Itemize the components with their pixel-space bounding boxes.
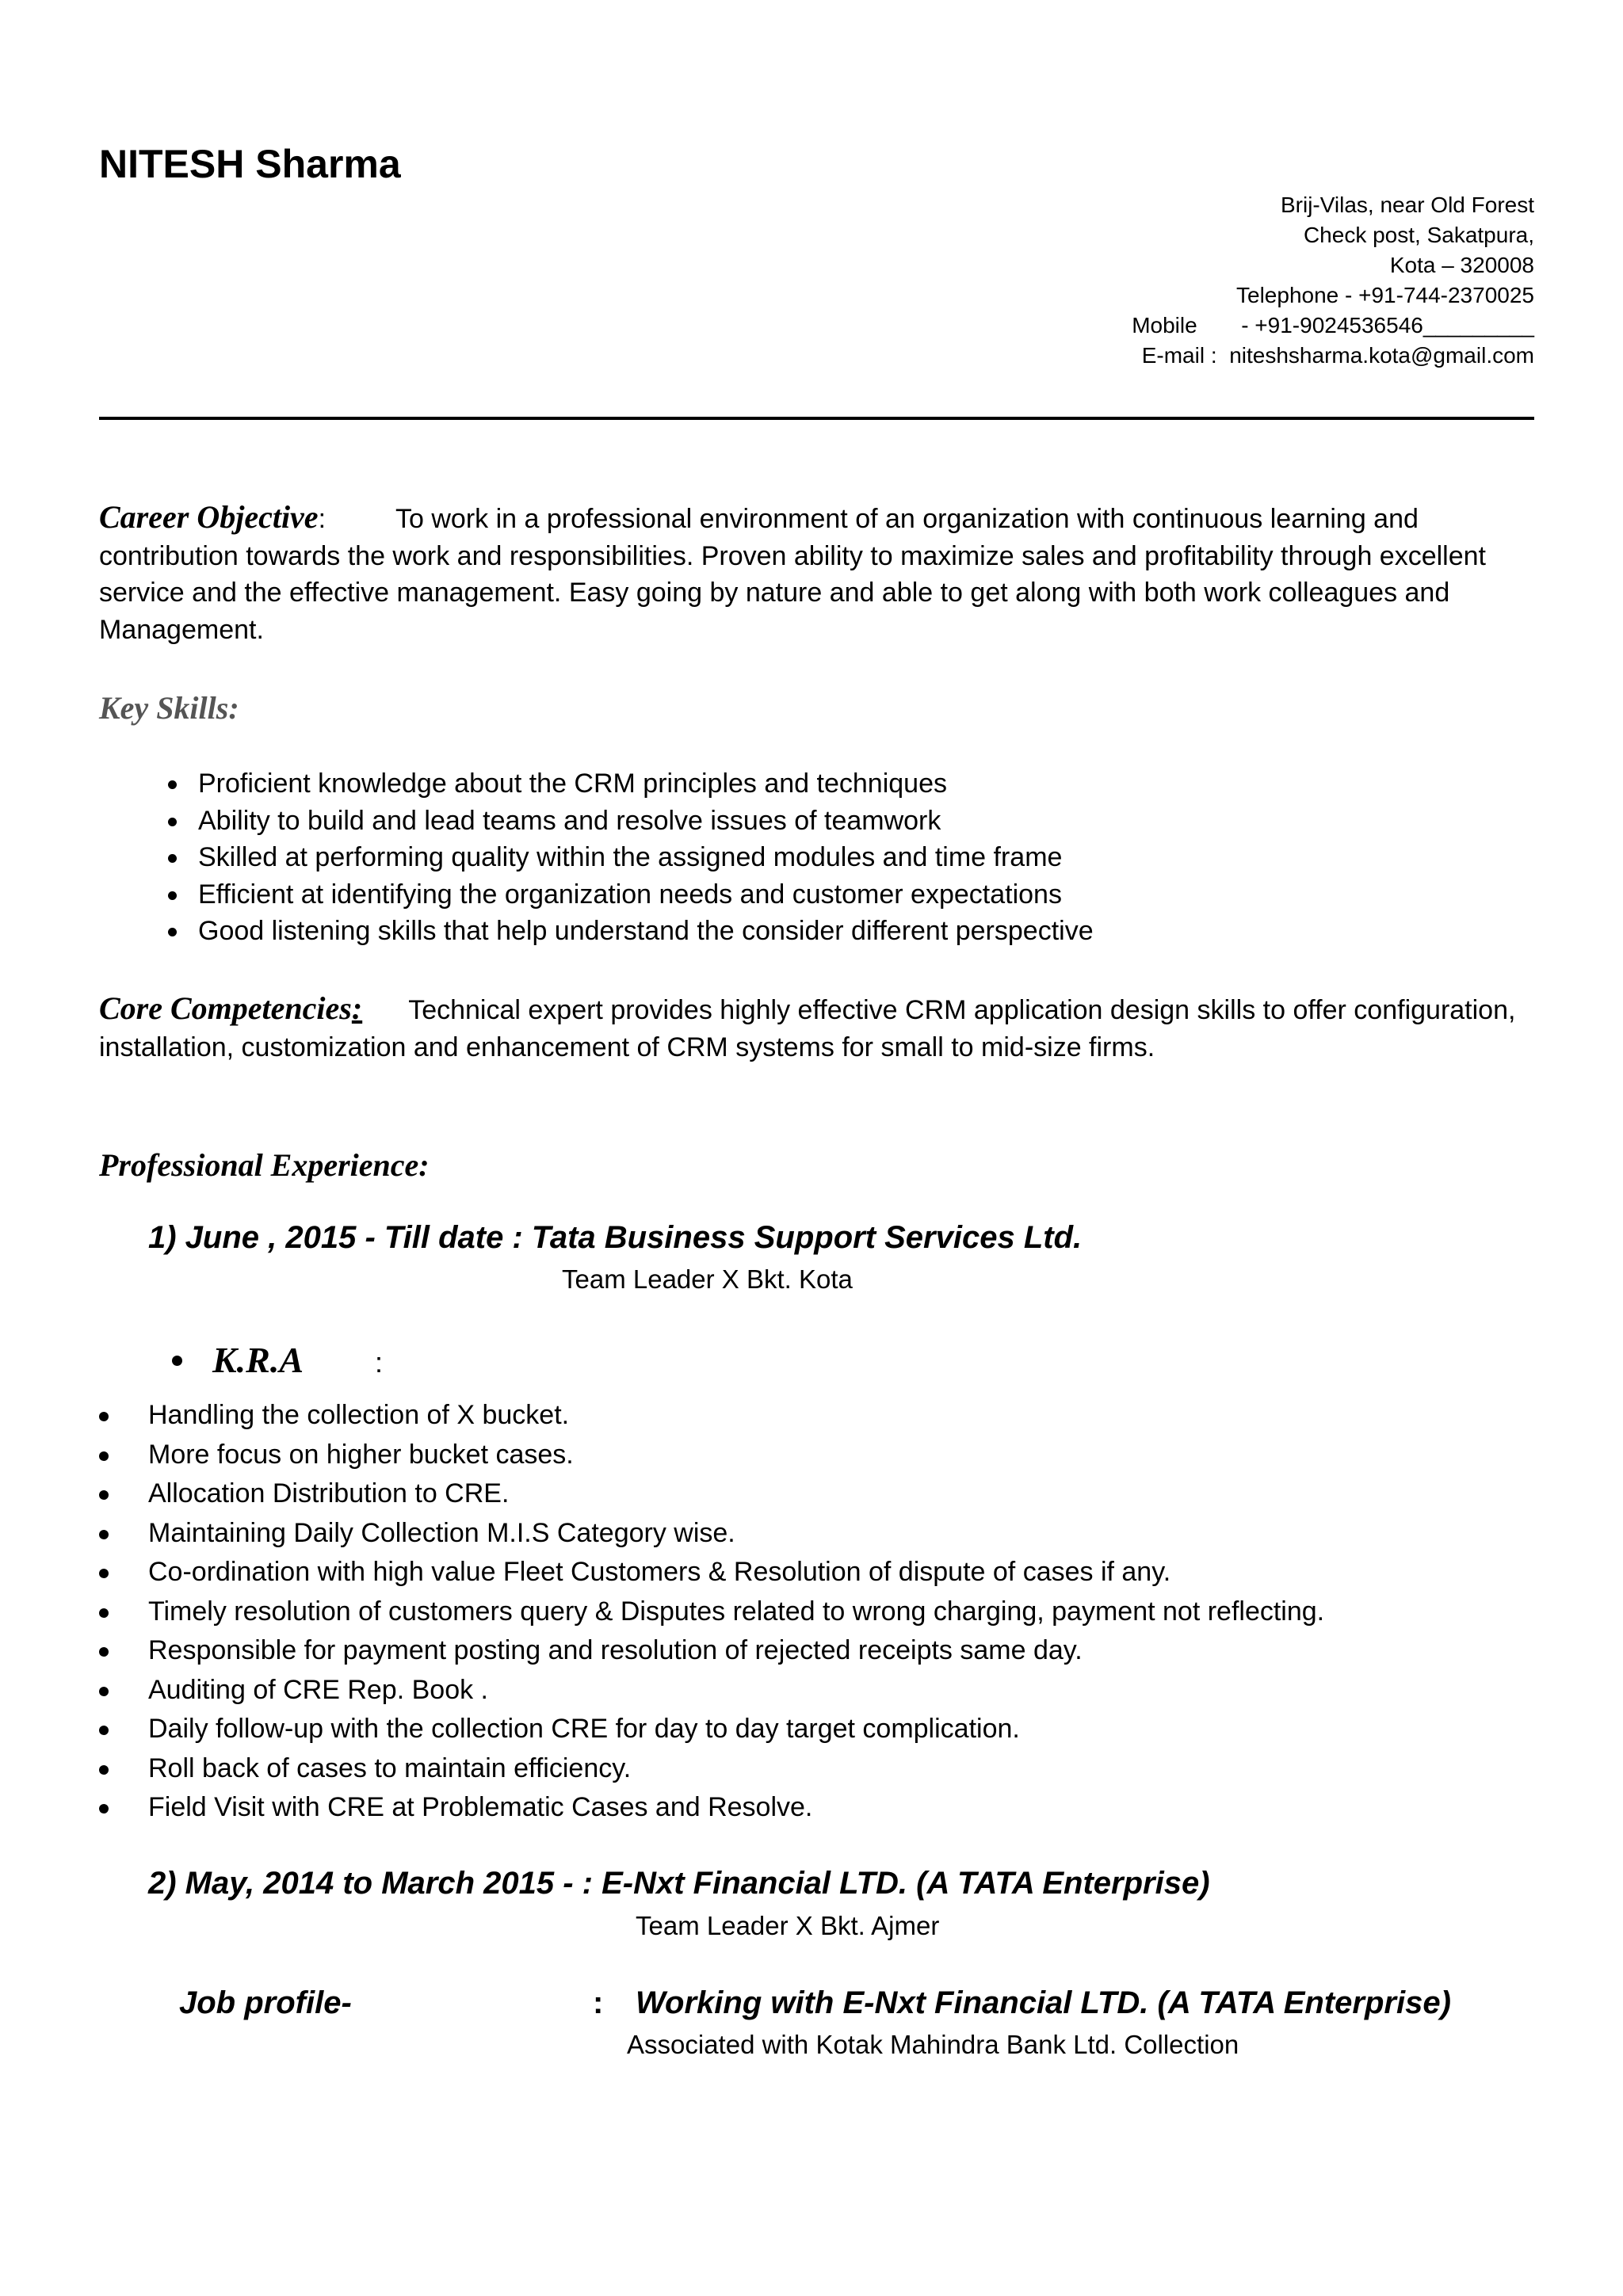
career-objective-colon: :	[318, 504, 327, 534]
career-objective-heading: Career Objective	[99, 499, 319, 535]
list-item: Timely resolution of customers query & Disputes related to wrong charging, payment not reflecting.	[99, 1592, 1324, 1632]
list-item: Daily follow-up with the collection CRE for day to day target complication.	[99, 1710, 1324, 1749]
email-label: E-mail :	[1141, 343, 1217, 368]
kra-heading	[172, 1339, 383, 1381]
list-item: Efficient at identifying the organization needs and customer expectations	[99, 876, 1094, 913]
header-divider	[99, 417, 1534, 420]
contact-block	[1132, 190, 1534, 371]
mobile-line	[1132, 311, 1534, 341]
core-competencies-heading: Core Competencies	[99, 990, 352, 1026]
list-item: Roll back of cases to maintain efficiency.	[99, 1749, 1324, 1789]
list-item: More focus on higher bucket cases.	[99, 1436, 1324, 1475]
telephone-line: Telephone - +91-744-2370025	[1236, 283, 1534, 307]
job-2-role: Team Leader X Bkt. Ajmer	[636, 1911, 940, 1940]
candidate-name: NITESH Sharma	[99, 142, 401, 186]
mobile-label: Mobile	[1132, 313, 1197, 338]
core-competencies-section	[99, 990, 1534, 1066]
list-item: Ability to build and lead teams and resolve issues of teamwork	[99, 803, 1094, 840]
list-item: Maintaining Daily Collection M.I.S Category wise.	[99, 1514, 1324, 1554]
email-line	[1132, 341, 1534, 371]
kra-list	[99, 1396, 1324, 1828]
job-profile-label: Job profile-	[179, 1985, 352, 2020]
list-item: Proficient knowledge about the CRM principles and techniques	[99, 765, 1094, 803]
core-competencies-text: Technical expert provides highly effective CRM application design skills to offer configuration, installation, customization and enhancement of CRM systems for small to mid-size firms.	[99, 995, 1516, 1062]
address-line-2: Check post, Sakatpura,	[1303, 223, 1534, 247]
job-1-title: 1) June , 2015 - Till date : Tata Business Support Services Ltd.	[148, 1220, 1083, 1255]
core-competencies-colon: :	[351, 990, 363, 1026]
job-profile-colon: :	[593, 1985, 604, 2020]
list-item: Handling the collection of X bucket.	[99, 1396, 1324, 1436]
career-objective-section	[99, 499, 1534, 648]
list-item: Co-ordination with high value Fleet Customers & Resolution of dispute of cases if any.	[99, 1553, 1324, 1592]
kra-colon: :	[375, 1346, 384, 1379]
job-profile-value: Working with E-Nxt Financial LTD. (A TATA Enterprise)	[636, 1985, 1451, 2020]
list-item: Field Visit with CRE at Problematic Cases and Resolve.	[99, 1788, 1324, 1828]
address-line-1: Brij-Vilas, near Old Forest	[1280, 193, 1534, 217]
list-item: Skilled at performing quality within the assigned modules and time frame	[99, 839, 1094, 876]
address-line-3: Kota – 320008	[1389, 253, 1534, 277]
job-1-role: Team Leader X Bkt. Kota	[562, 1264, 853, 1294]
list-item: Allocation Distribution to CRE.	[99, 1474, 1324, 1514]
email-value[interactable]: niteshsharma.kota@gmail.com	[1229, 343, 1534, 368]
job-2-title: 2) May, 2014 to March 2015 - : E-Nxt Financial LTD. (A TATA Enterprise)	[148, 1866, 1210, 1901]
job-profile-sub: Associated with Kotak Mahindra Bank Ltd. Collection	[627, 2030, 1239, 2059]
mobile-value: - +91-9024536546_________	[1241, 313, 1534, 338]
list-item: Good listening skills that help understand the consider different perspective	[99, 913, 1094, 950]
career-objective-text: To work in a professional environment of an organization with continuous learning and contribution towards the work and responsibilities. Proven ability to maximize sales and profitability through excellent service and the effective management. Easy going by nature and able to get along with both work colleagues and Management.	[99, 504, 1486, 645]
list-item: Responsible for payment posting and resolution of rejected receipts same day.	[99, 1631, 1324, 1671]
key-skills-heading: Key Skills:	[99, 690, 239, 726]
key-skills-list	[99, 765, 1094, 950]
bullet-icon	[172, 1356, 182, 1366]
professional-experience-heading: Professional Experience:	[99, 1147, 430, 1183]
kra-label: K.R.A	[212, 1340, 304, 1380]
list-item: Auditing of CRE Rep. Book .	[99, 1671, 1324, 1711]
